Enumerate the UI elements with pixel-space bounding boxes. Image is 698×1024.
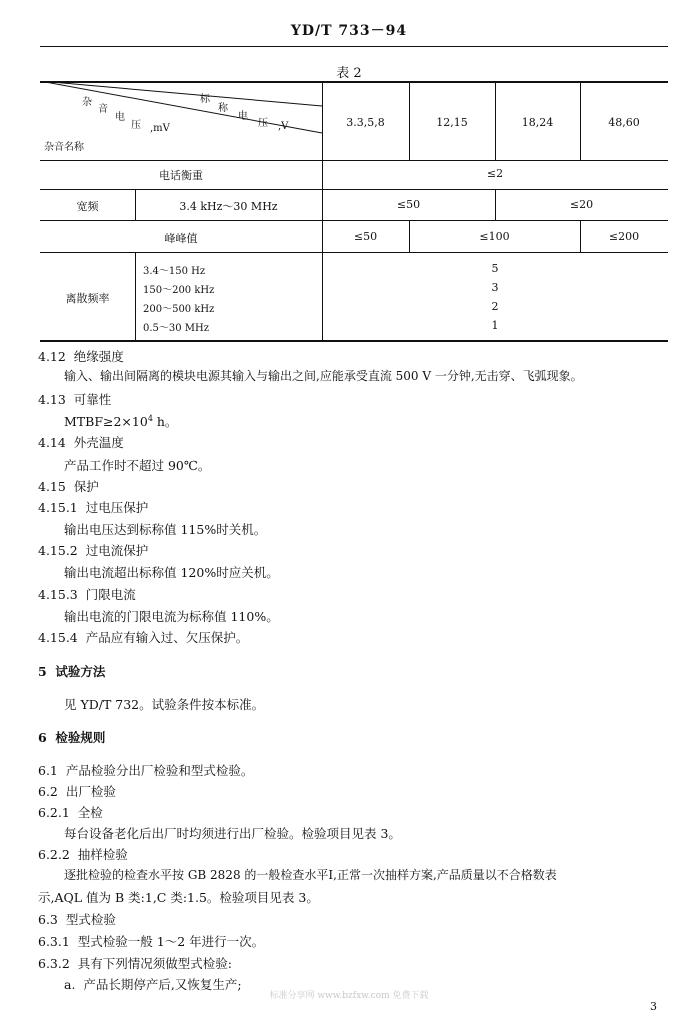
- paragraph: 示,AQL 值为 B 类:1,C 类:1.5。检验项目见表 3。: [38, 890, 319, 905]
- section-title: 过电流保护: [85, 543, 149, 558]
- section-heading-6-2-1: [38, 803, 103, 821]
- frequency-band: 3.4～150 Hz: [143, 266, 206, 277]
- frequency-value: 1: [491, 319, 499, 332]
- frequency-value: 3: [491, 281, 499, 294]
- section-text: 产品检验分出厂检验和型式检验。: [65, 763, 254, 778]
- paragraph: 输出电流超出标称值 120%时应关机。: [64, 565, 279, 580]
- section-title: 外壳温度: [73, 435, 124, 450]
- section-heading-6-3-2: [38, 954, 232, 972]
- section-number: 4.15: [38, 479, 66, 494]
- header-rule: [40, 46, 668, 47]
- section-number: 4.15.4: [38, 630, 78, 645]
- section-heading-4-15-4: [38, 628, 248, 646]
- section-heading-4-15-2: [38, 541, 148, 559]
- voltage-column-header: 48,60: [608, 116, 640, 129]
- section-number: 6.2: [38, 784, 58, 799]
- frequency-value: 2: [491, 300, 499, 313]
- section-title: 保护: [73, 479, 99, 494]
- row-label-peak: 峰峰值: [164, 232, 198, 245]
- section-number: 4.12: [38, 349, 66, 364]
- section-heading-4-13: [38, 390, 111, 408]
- paragraph: 见 YD/T 732。试验条件按本标准。: [64, 697, 265, 712]
- section-heading-4-15-3: [38, 585, 136, 603]
- voltage-column-header: 3.3,5,8: [346, 116, 385, 129]
- section-heading-4-12: [38, 347, 124, 365]
- peak-value: ≤100: [479, 230, 510, 243]
- section-number: 6.3: [38, 912, 58, 927]
- peak-value: ≤50: [353, 230, 378, 243]
- frequency-band: 150～200 kHz: [143, 285, 215, 296]
- section-number: 5: [38, 664, 47, 679]
- section-number: 4.15.1: [38, 500, 78, 515]
- section-heading-4-15-1: [38, 498, 148, 516]
- section-heading-4-15: [38, 477, 99, 495]
- table-rule: [40, 220, 668, 221]
- corner-noise-unit: ,mV: [150, 123, 170, 134]
- section-number: 4.15.2: [38, 543, 78, 558]
- list-text: 产品长期停产后,又恢复生产;: [83, 977, 242, 992]
- footer-watermark: 标准分享网 www.bzfxw.com 免费下载: [269, 991, 429, 1001]
- paragraph: 输出电压达到标称值 115%时关机。: [64, 522, 267, 537]
- mtbf-exponent: 4: [147, 413, 153, 423]
- section-title: 绝缘强度: [73, 349, 124, 364]
- corner-voltage-label: 压: [258, 118, 268, 129]
- corner-voltage-label: 标: [200, 94, 210, 105]
- page-number: 3: [650, 1000, 657, 1013]
- corner-voltage-unit: ,V: [278, 121, 289, 132]
- section-heading-6-3: [38, 910, 116, 928]
- voltage-column-header: 12,15: [436, 116, 468, 129]
- paragraph: 产品工作时不超过 90℃。: [64, 458, 211, 473]
- section-heading-6: [38, 728, 105, 746]
- section-title: 检验规则: [55, 730, 106, 745]
- paragraph: 输入、输出间隔离的模块电源其输入与输出之间,应能承受直流 500 V 一分钟,无击穿、飞弧现象。: [64, 369, 583, 383]
- section-text: 型式检验一般 1～2 年进行一次。: [77, 934, 265, 949]
- row-label-discrete-frequency: 离散频率: [65, 292, 110, 305]
- peak-value: ≤200: [608, 230, 640, 243]
- frequency-band: 0.5～30 MHz: [143, 323, 210, 334]
- section-heading-6-2-2: [38, 845, 128, 863]
- section-title: 门限电流: [85, 587, 136, 602]
- row-label-telephone-weighted: 电话衡重: [159, 169, 203, 182]
- section-heading-6-2: [38, 782, 116, 800]
- standard-code: YD/T 733－94: [290, 23, 408, 39]
- corner-voltage-label: 称: [218, 103, 228, 114]
- section-heading-6-1: [38, 761, 253, 779]
- section-number: 6: [38, 730, 47, 745]
- section-number: 6.3.1: [38, 934, 70, 949]
- table-caption: 表 2: [336, 66, 362, 81]
- section-title: 全检: [77, 805, 103, 820]
- corner-noise-label: 杂: [82, 97, 92, 108]
- section-heading-5: [38, 662, 105, 680]
- voltage-column-header: 18,24: [521, 116, 554, 129]
- paragraph: 每台设备老化后出厂时均须进行出厂检验。检验项目见表 3。: [64, 826, 401, 841]
- corner-noise-label: 压: [131, 120, 141, 131]
- section-heading-6-3-1: [38, 932, 264, 950]
- list-marker: a.: [64, 977, 76, 992]
- section-number: 4.13: [38, 392, 66, 407]
- section-title: 抽样检验: [77, 847, 128, 862]
- wideband-range: 3.4 kHz～30 MHz: [179, 200, 278, 213]
- wideband-value: ≤50: [396, 198, 421, 211]
- paragraph: 输出电流的门限电流为标称值 110%。: [64, 609, 279, 624]
- paragraph: 逐批检验的检查水平按 GB 2828 的一般检查水平Ⅰ,正常一次抽样方案,产品质量以不合格数表: [64, 868, 557, 882]
- section-title: 试验方法: [55, 664, 106, 679]
- section-title: 出厂检验: [65, 784, 116, 799]
- section-number: 6.2.2: [38, 847, 70, 862]
- telephone-weighted-value: ≤2: [486, 167, 504, 180]
- section-text: 产品应有输入过、欠压保护。: [85, 630, 249, 645]
- frequency-band: 200～500 kHz: [143, 304, 215, 315]
- section-heading-4-14: [38, 433, 124, 451]
- table-rule: [135, 252, 136, 341]
- section-title: 型式检验: [65, 912, 116, 927]
- section-number: 4.15.3: [38, 587, 78, 602]
- section-title: 可靠性: [73, 392, 112, 407]
- corner-noise-label: 音: [98, 104, 108, 115]
- wideband-value: ≤20: [569, 198, 594, 211]
- section-title: 过电压保护: [85, 500, 149, 515]
- corner-voltage-label: 电: [238, 111, 248, 122]
- corner-row-label: 杂音名称: [44, 142, 84, 153]
- corner-noise-label: 电: [115, 112, 125, 123]
- section-number: 4.14: [38, 435, 66, 450]
- row-label-wideband: 宽频: [76, 200, 99, 213]
- section-number: 6.1: [38, 763, 58, 778]
- section-text: 具有下列情况须做型式检验:: [77, 956, 232, 971]
- mtbf-unit: h。: [152, 414, 178, 429]
- frequency-value: 5: [491, 262, 499, 275]
- mtbf-text: MTBF≥2×10: [64, 414, 148, 429]
- paragraph: [64, 412, 177, 430]
- section-number: 6.3.2: [38, 956, 70, 971]
- section-number: 6.2.1: [38, 805, 70, 820]
